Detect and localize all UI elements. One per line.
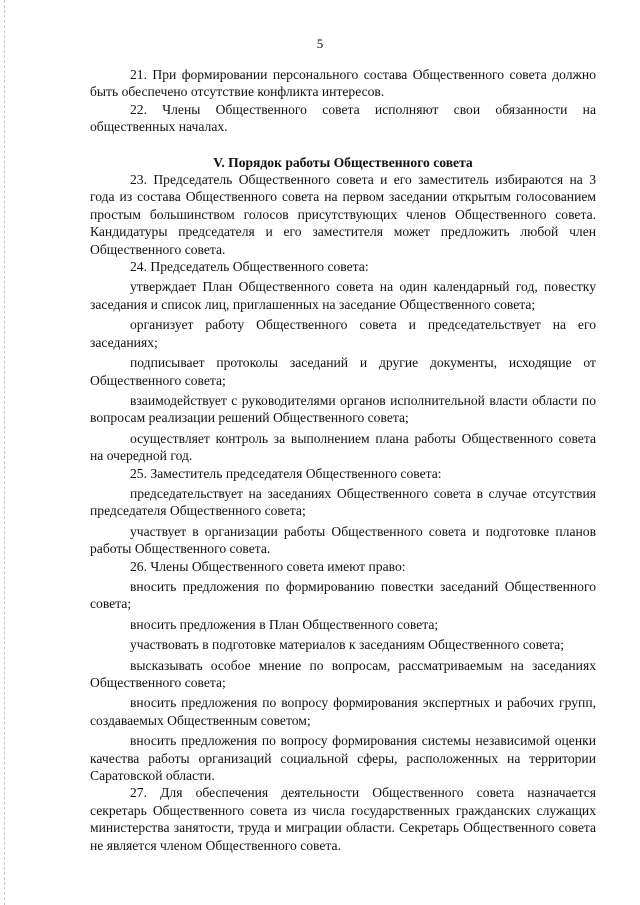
paragraph-24: 24. Председатель Общественного совета:	[130, 259, 369, 275]
list-item: вносить предложения по вопросу формирования системы независимой оценки качества работы организаций социальной сферы, расположенных на территории Саратовской области.	[90, 733, 596, 784]
paragraph-21: 21. При формировании персонального состава Общественного совета должно быть обеспечено отсутствие конфликта интересов.	[90, 67, 596, 100]
page-edge-divider	[4, 0, 5, 905]
list-item: вносить предложения по вопросу формирования экспертных и рабочих групп, создаваемых Общественным советом;	[90, 695, 596, 728]
list-item: высказывать особое мнение по вопросам, рассматриваемым на заседаниях Общественного совета;	[90, 657, 596, 690]
list-item: участвует в организации работы Общественного совета и подготовке планов работы Общественного совета.	[90, 523, 596, 557]
list-item: взаимодействует с руководителями органов исполнительной власти области по вопросам реализации решений Общественного совета;	[90, 392, 596, 426]
list-item: участвовать в подготовке материалов к заседаниям Общественного совета;	[130, 637, 564, 653]
paragraph-23: 23. Председатель Общественного совета и его заместитель избираются на 3 года из состава Общественного совета на первом заседании открытым голосованием простым большинством голосов присутствующих членов Общественного совета. Кандидатуры председателя и его заместителя может предложить любой член Общественного совета.	[90, 172, 596, 257]
paragraph-27: 27. Для обеспечения деятельности Общественного совета назначается секретарь Общественного совета из числа государственных гражданских служащих министерства занятости, труда и миграции области. Секретарь Общественного совета не является членом Общественного совета.	[90, 785, 596, 853]
paragraph-22: 22. Члены Общественного совета исполняют свои обязанности на общественных началах.	[90, 101, 596, 135]
section-title: V. Порядок работы Общественного совета	[213, 154, 473, 170]
list-item: председательствует на заседаниях Общественного совета в случае отсутствия председателя Общественного совета;	[90, 485, 596, 519]
list-item: организует работу Общественного совета и председательствует на его заседаниях;	[90, 317, 596, 350]
list-item: вносить предложения по формированию повестки заседаний Общественного совета;	[90, 578, 596, 612]
page-number: 5	[316, 36, 324, 51]
paragraph-25: 25. Заместитель председателя Общественного совета:	[130, 465, 442, 481]
paragraph-26: 26. Члены Общественного совета имеют право:	[130, 558, 406, 574]
list-item: осуществляет контроль за выполнением плана работы Общественного совета на очередной год.	[90, 430, 596, 464]
document-body	[90, 66, 596, 854]
list-item: утверждает План Общественного совета на один календарный год, повестку заседания и список лиц, приглашенных на заседание Общественного совета;	[90, 279, 596, 312]
list-item: подписывает протоколы заседаний и другие документы, исходящие от Общественного совета;	[90, 355, 596, 388]
list-item: вносить предложения в План Общественного совета;	[130, 616, 439, 632]
